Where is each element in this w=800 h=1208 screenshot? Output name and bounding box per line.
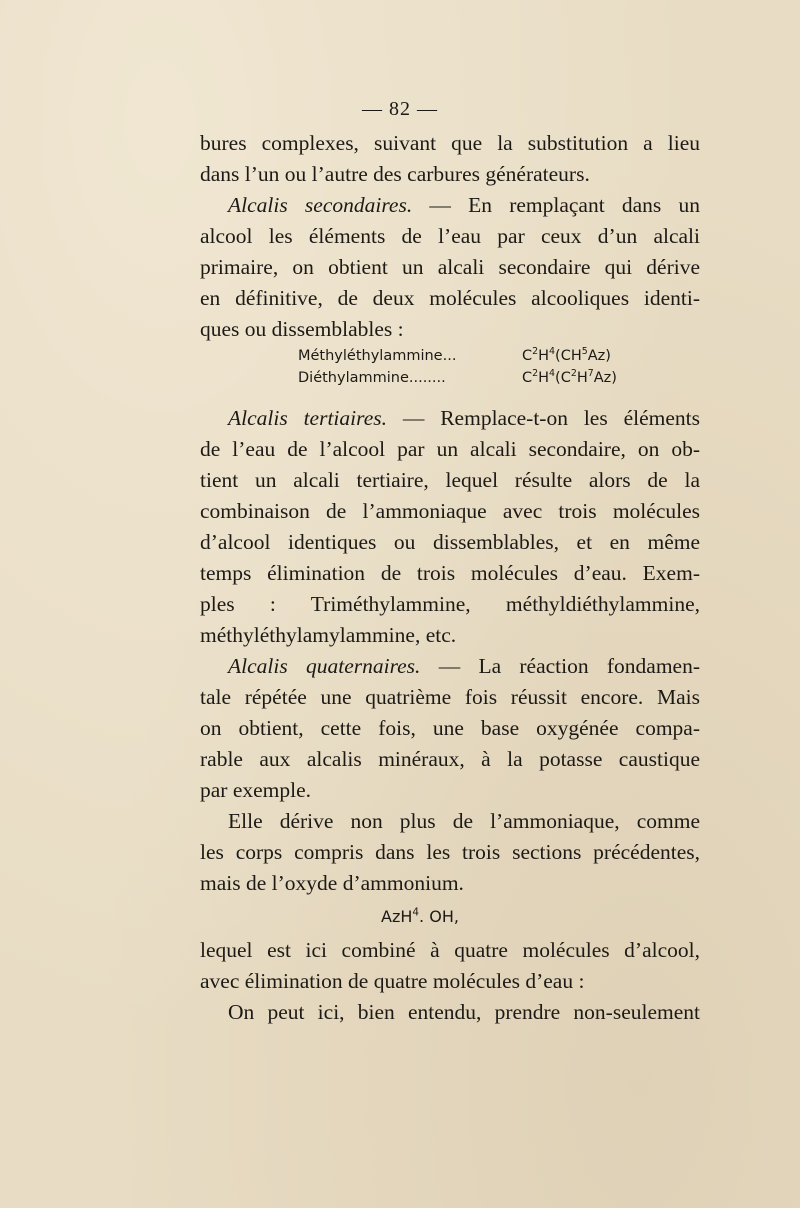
text-line: lequel est ici combiné à quatre molécules d’alcool, [200, 938, 700, 962]
text-line: de l’eau de l’alcool par un alcali secondaire, on ob- [200, 437, 700, 461]
section-heading-line [200, 190, 700, 221]
text-line: temps élimination de trois molécules d’eau. Exem- [200, 561, 700, 585]
text-fragment: — En remplaçant dans un [412, 193, 700, 217]
formula-part: Az) [587, 348, 611, 364]
formula-sup: 4 [549, 368, 556, 380]
text-line: bures complexes, suivant que la substitution a lieu [200, 131, 700, 155]
text-line: tient un alcali tertiaire, lequel résulte alors de la [200, 468, 700, 492]
formula-part: H [538, 370, 550, 386]
formula-part: H [576, 370, 588, 386]
text-line: en définitive, de deux molécules alcooliques identi- [200, 286, 700, 310]
formula-name: Méthyléthylammine... [298, 348, 457, 364]
formula-sup: 4 [412, 906, 420, 919]
formula-part: (CH [555, 348, 582, 364]
formula-sup: 7 [587, 368, 594, 380]
formula-row [200, 367, 700, 389]
section-heading-line [200, 651, 700, 682]
text-line: ples : Triméthylammine, méthyldiéthylammine, [200, 592, 700, 616]
formula-ammonium [200, 899, 700, 935]
formula-part: Az) [593, 370, 617, 386]
text-fragment: — Remplace-t-on les éléments [386, 406, 700, 430]
page-number: — 82 — [362, 98, 438, 120]
text-line: alcool les éléments de l’eau par ceux d’un alcali [200, 224, 700, 248]
text-line: dans l’un ou l’autre des carbures générateurs. [200, 162, 590, 186]
text-line: d’alcool identiques ou dissemblables, et en même [200, 530, 700, 554]
text-line: les corps compris dans les trois sections précédentes, [200, 840, 700, 864]
formula-part: (C [555, 370, 571, 386]
text-line: on obtient, cette fois, une base oxygénée compa- [200, 716, 700, 740]
formula-sup: 5 [581, 346, 588, 358]
formula-part: . OH, [419, 907, 459, 926]
text-fragment: — La réaction fondamen- [420, 654, 700, 678]
text-line: ques ou dissemblables : [200, 317, 404, 341]
section-title-quaternaires: Alcalis quaternaires. [228, 654, 421, 678]
text-line: Elle dérive non plus de l’ammoniaque, comme [228, 809, 700, 833]
formula-sup: 2 [532, 368, 539, 380]
formula-part: C [522, 348, 533, 364]
text-line: par exemple. [200, 778, 312, 802]
text-line: avec élimination de quatre molécules d’eau : [200, 969, 585, 993]
formula-expression [522, 367, 617, 389]
formula-sup: 4 [549, 346, 556, 358]
text-line: On peut ici, bien entendu, prendre non-seulement [228, 1000, 700, 1024]
section-title-secondaires: Alcalis secondaires. [228, 193, 413, 217]
text-line: tale répétée une quatrième fois réussit encore. Mais [200, 685, 700, 709]
formula-row [200, 345, 700, 367]
text-line: mais de l’oxyde d’ammonium. [200, 871, 464, 895]
body-text [200, 128, 700, 1028]
formula-sup: 2 [570, 368, 577, 380]
formula-part: C [522, 370, 533, 386]
text-line: rable aux alcalis minéraux, à la potasse caustique [200, 747, 700, 771]
formula-name: Diéthylammine........ [298, 370, 446, 386]
section-heading-line [200, 403, 700, 434]
text-line: méthyléthylamylammine, etc. [200, 623, 457, 647]
formula-part: H [538, 348, 550, 364]
formula-part: AzH [381, 907, 413, 926]
section-title-tertiaires: Alcalis tertiaires. [228, 406, 387, 430]
formula-expression [522, 345, 611, 367]
text-line: combinaison de l’ammoniaque avec trois molécules [200, 499, 700, 523]
text-line: primaire, on obtient un alcali secondaire qui dérive [200, 255, 700, 279]
formula-sup: 2 [532, 346, 539, 358]
